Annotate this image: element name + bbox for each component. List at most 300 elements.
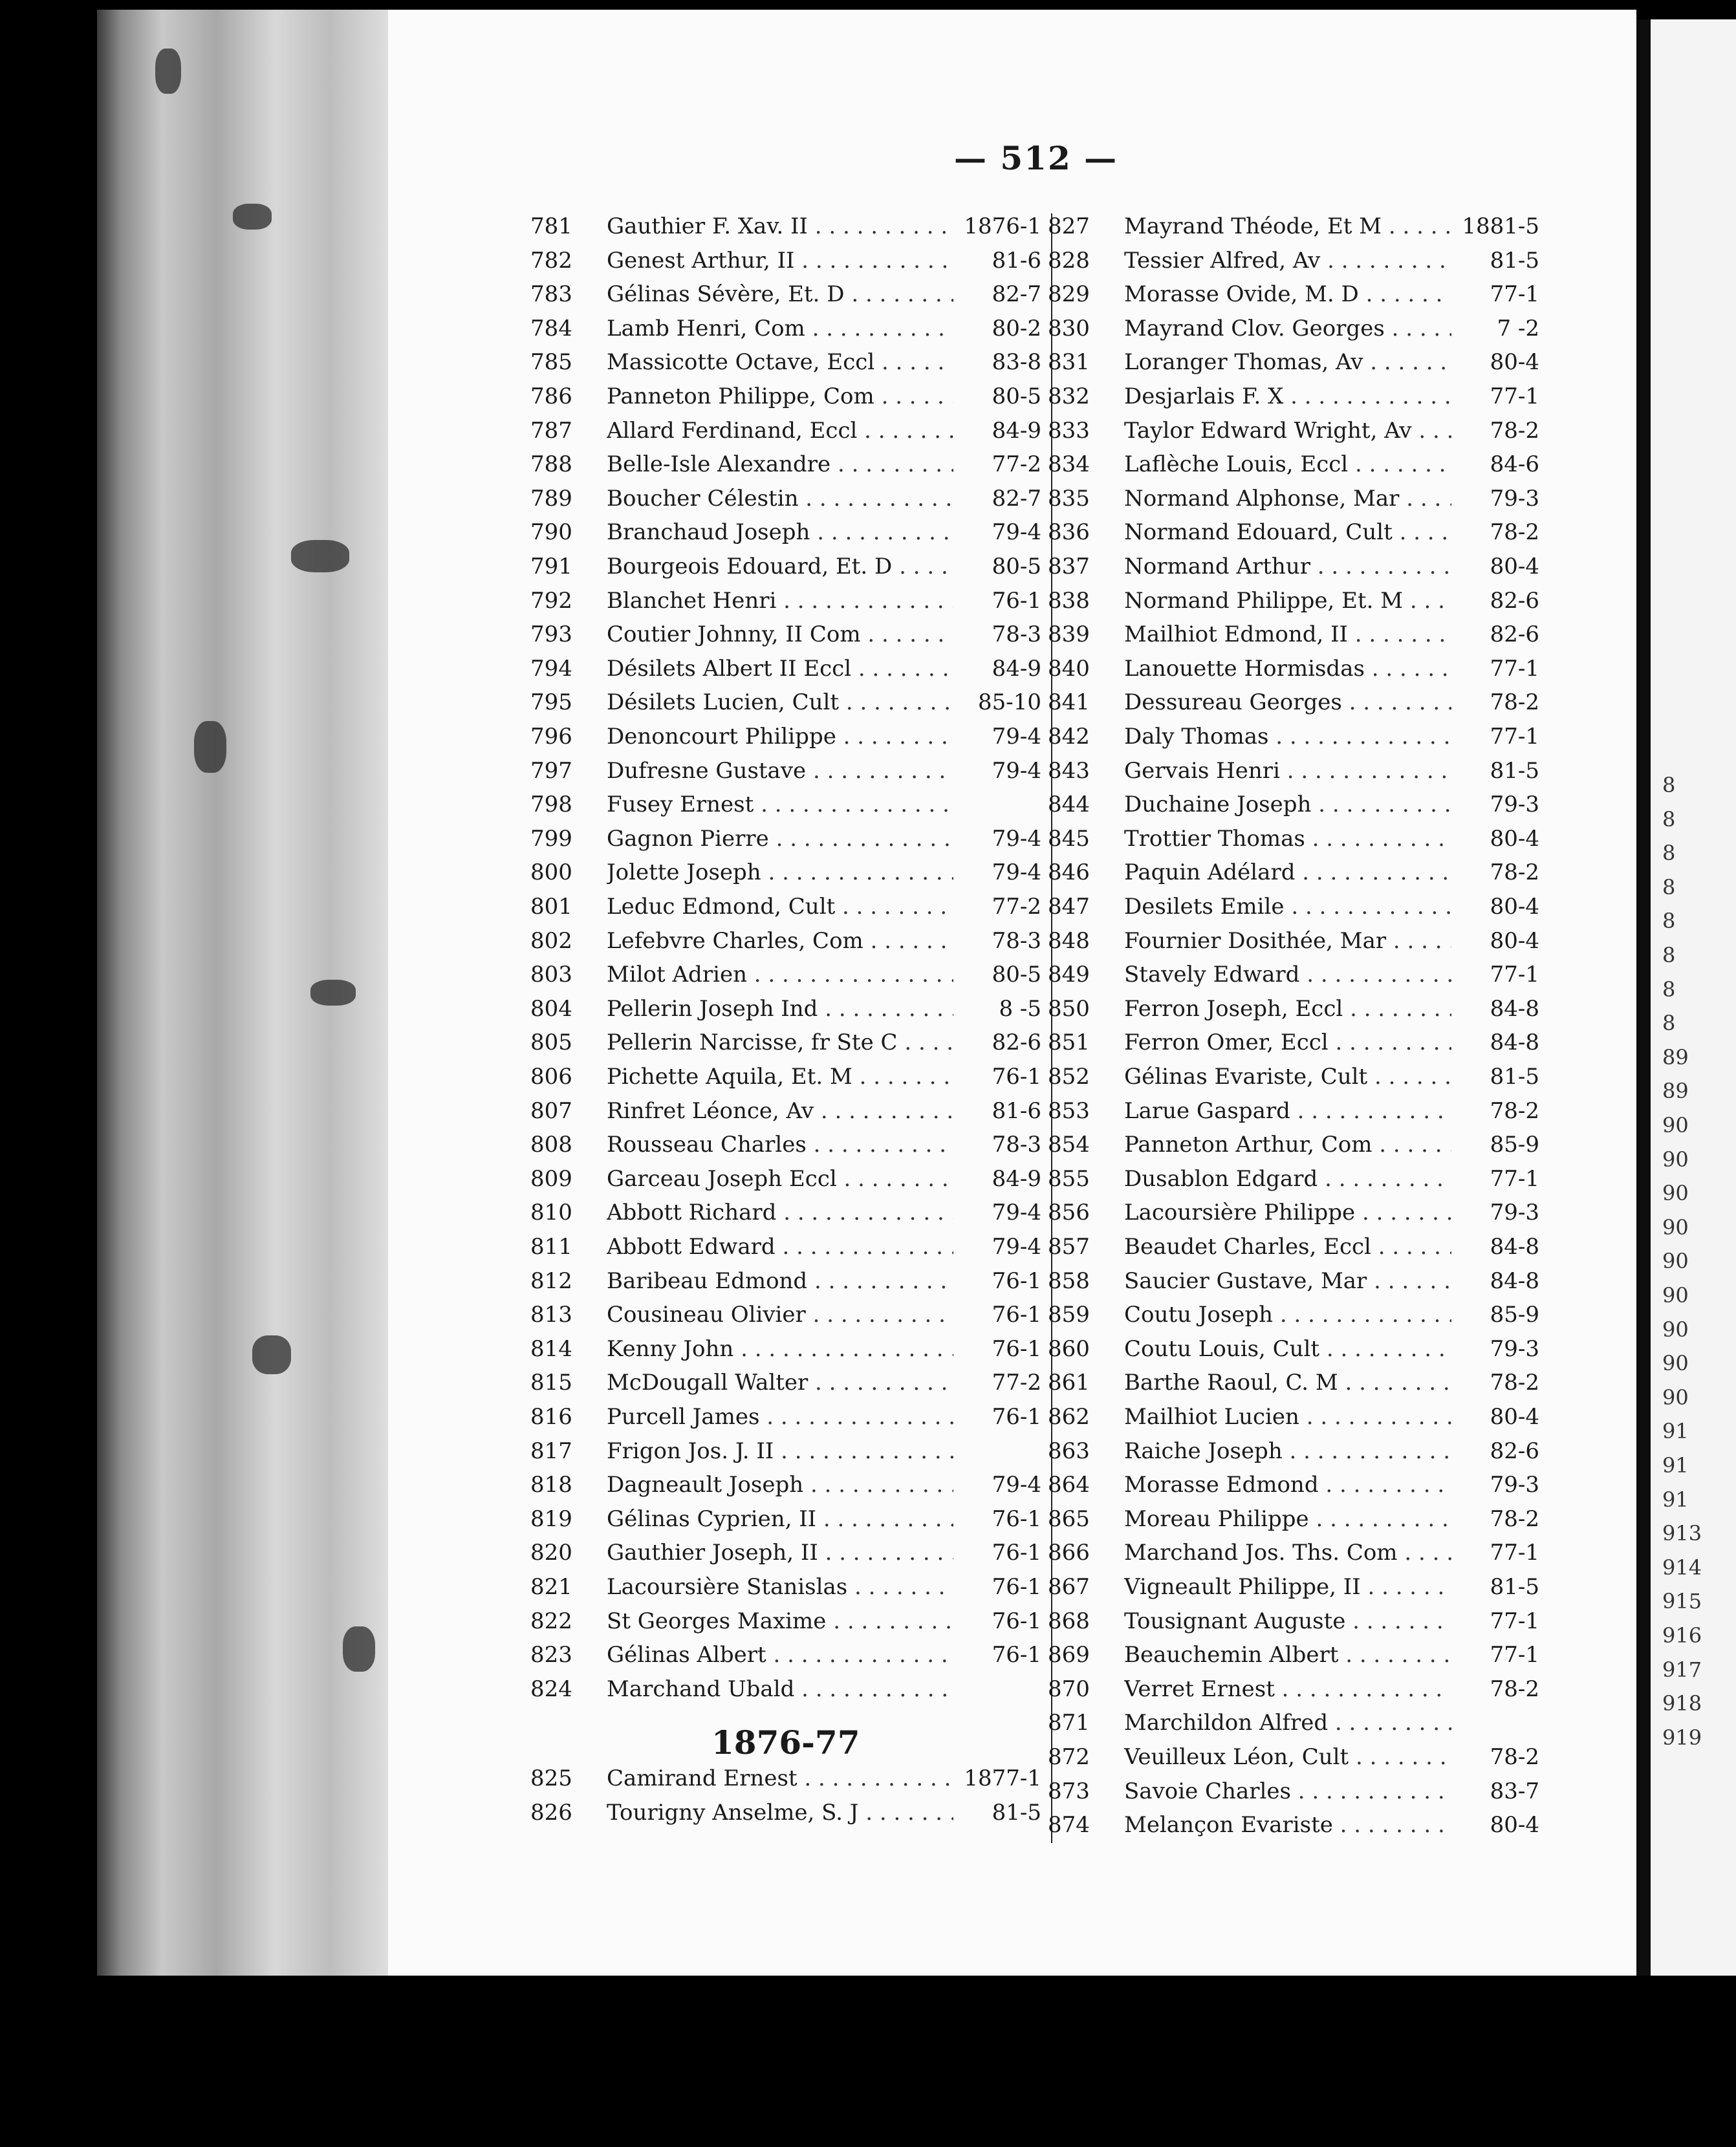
- list-item: [530, 724, 1041, 755]
- entry-number: 856: [1048, 1200, 1090, 1226]
- facing-page-fragment: 8: [1662, 976, 1676, 1002]
- list-item: [1048, 1098, 1539, 1129]
- facing-page-fragment: 915: [1662, 1589, 1702, 1614]
- entry-number: 801: [530, 894, 572, 920]
- entry-year: 76-1: [953, 1064, 1041, 1090]
- facing-page-fragment: 8: [1662, 841, 1676, 866]
- list-item: [530, 1064, 1041, 1095]
- list-item: [1048, 383, 1539, 415]
- entry-number: 791: [530, 554, 572, 579]
- list-item: [1048, 486, 1539, 517]
- entry-number: 795: [530, 689, 572, 716]
- entry-year: 84-6: [1451, 451, 1539, 477]
- entry-year: 77-2: [953, 1370, 1041, 1396]
- entry-year: 78-3: [953, 621, 1041, 647]
- facing-page-fragment: 90: [1662, 1385, 1689, 1410]
- list-item: [530, 894, 1041, 925]
- entry-number: 802: [530, 927, 572, 954]
- entry-year: 77-1: [1451, 1642, 1539, 1668]
- entry-name: Beauchemin Albert . . .: [1124, 1642, 1451, 1668]
- entry-number: 842: [1048, 724, 1090, 750]
- list-item: [1048, 859, 1539, 890]
- entry-number: 844: [1048, 792, 1090, 818]
- facing-page-fragment: 913: [1662, 1521, 1702, 1546]
- entry-name: Branchaud Joseph . . .: [607, 519, 953, 545]
- entry-year: 84-9: [953, 418, 1041, 444]
- entry-year: 80-5: [953, 962, 1041, 987]
- entry-name: Desilets Emile . . .: [1124, 894, 1451, 920]
- entry-name: Désilets Albert II Eccl . . .: [607, 656, 953, 682]
- list-item: [530, 1676, 1041, 1707]
- entry-number: 808: [530, 1132, 572, 1158]
- list-item: [530, 1234, 1041, 1265]
- entry-name: Mailhiot Edmond, II . . .: [1124, 621, 1451, 647]
- entry-year: 77-1: [1451, 1608, 1539, 1634]
- entry-name: Boucher Célestin . . .: [607, 486, 953, 512]
- list-item: [530, 1132, 1041, 1163]
- entry-name: Blanchet Henri . . .: [607, 588, 953, 614]
- list-item: [1048, 588, 1539, 619]
- list-item: [530, 1030, 1041, 1061]
- entry-name: Ferron Joseph, Eccl . . .: [1124, 996, 1451, 1022]
- entry-name: Coutu Louis, Cult . . .: [1124, 1336, 1451, 1362]
- facing-page-fragment: 90: [1662, 1147, 1689, 1172]
- list-item: [1048, 418, 1539, 449]
- entry-number: 866: [1048, 1540, 1090, 1566]
- entry-year: 79-4: [953, 859, 1041, 885]
- facing-page-fragment: 916: [1662, 1623, 1702, 1648]
- entry-year: 84-8: [1451, 996, 1539, 1022]
- entry-year: 79-3: [1451, 1336, 1539, 1362]
- entry-name: Moreau Philippe . . .: [1124, 1506, 1451, 1532]
- entry-name: Desjarlais F. X . . .: [1124, 383, 1451, 409]
- list-item: [530, 758, 1041, 789]
- list-item: [1048, 1370, 1539, 1401]
- list-item: [530, 1370, 1041, 1401]
- entry-year: 78-2: [1451, 418, 1539, 444]
- list-item: [1048, 1404, 1539, 1435]
- entry-number: 799: [530, 825, 572, 852]
- entry-number: 832: [1048, 383, 1090, 409]
- entry-year: 79-3: [1451, 486, 1539, 512]
- list-item: [530, 962, 1041, 993]
- entry-number: 788: [530, 451, 572, 478]
- list-item: [530, 621, 1041, 653]
- entry-number: 873: [1048, 1778, 1090, 1804]
- entry-number: 855: [1048, 1165, 1090, 1192]
- entry-name: Belle-Isle Alexandre . . .: [607, 451, 953, 477]
- entry-number: 836: [1048, 519, 1090, 546]
- entry-year: 79-4: [953, 519, 1041, 545]
- entry-year: 77-2: [953, 451, 1041, 477]
- entry-name: Gélinas Cyprien, II . . .: [607, 1506, 953, 1532]
- list-item: [1048, 1540, 1539, 1571]
- entry-name: Abbott Richard . . .: [607, 1200, 953, 1225]
- entry-name: Normand Arthur . . .: [1124, 554, 1451, 579]
- entry-number: 789: [530, 485, 572, 512]
- entry-number: 859: [1048, 1302, 1090, 1328]
- entry-name: Mailhiot Lucien . . .: [1124, 1404, 1451, 1430]
- list-item: [530, 826, 1041, 857]
- list-item: [530, 1200, 1041, 1231]
- entry-year: 77-1: [1451, 1166, 1539, 1192]
- list-item: [1048, 724, 1539, 755]
- entry-year: 76-1: [953, 1608, 1041, 1634]
- entry-name: Mayrand Clov. Georges . . .: [1124, 316, 1451, 341]
- entry-number: 851: [1048, 1030, 1090, 1056]
- entry-number: 815: [530, 1370, 572, 1396]
- facing-page-fragment: 90: [1662, 1283, 1689, 1308]
- entry-number: 821: [530, 1574, 572, 1600]
- list-item: [1048, 792, 1539, 823]
- entry-name: Normand Philippe, Et. M . . .: [1124, 588, 1451, 614]
- entry-name: Marchand Jos. Ths. Com . . .: [1124, 1540, 1451, 1566]
- entry-number: 850: [1048, 995, 1090, 1022]
- facing-page-fragment: 90: [1662, 1317, 1689, 1342]
- entry-number: 798: [530, 792, 572, 818]
- entry-name: Raiche Joseph . . .: [1124, 1438, 1451, 1464]
- entry-year: 78-2: [1451, 859, 1539, 885]
- entry-name: Garceau Joseph Eccl . . .: [607, 1166, 953, 1192]
- entry-year: 80-5: [953, 383, 1041, 409]
- entry-year: 85-9: [1451, 1132, 1539, 1158]
- entry-name: St Georges Maxime . . .: [607, 1608, 953, 1634]
- list-item: [530, 349, 1041, 380]
- entry-year: 78-3: [953, 928, 1041, 954]
- entry-year: 81-6: [953, 248, 1041, 274]
- entry-number: 834: [1048, 451, 1090, 478]
- entry-name: Bourgeois Edouard, Et. D . . .: [607, 554, 953, 579]
- entry-year: 82-6: [1451, 621, 1539, 647]
- facing-page-fragment: 914: [1662, 1555, 1702, 1580]
- entry-name: Lefebvre Charles, Com . . .: [607, 928, 953, 954]
- entry-year: 85-10: [953, 689, 1041, 715]
- entry-name: Tessier Alfred, Av . . .: [1124, 248, 1451, 274]
- entry-number: 847: [1048, 894, 1090, 920]
- entry-name: Massicotte Octave, Eccl . . .: [607, 349, 953, 375]
- entry-name: Genest Arthur, II . . .: [607, 248, 953, 274]
- list-item: [530, 554, 1041, 585]
- entry-name: Allard Ferdinand, Eccl . . .: [607, 418, 953, 444]
- book-page-edge: [97, 10, 395, 1976]
- entry-year: 77-1: [1451, 656, 1539, 682]
- entry-number: 783: [530, 281, 572, 308]
- entry-number: 818: [530, 1472, 572, 1498]
- facing-page-fragment: 919: [1662, 1725, 1702, 1750]
- entry-number: 843: [1048, 757, 1090, 784]
- entry-name: Rousseau Charles . . .: [607, 1132, 953, 1158]
- entry-number: 833: [1048, 417, 1090, 444]
- entry-number: 846: [1048, 859, 1090, 886]
- list-item: [1048, 1472, 1539, 1503]
- list-item: [1048, 1030, 1539, 1061]
- list-item: [530, 588, 1041, 619]
- facing-page-fragment: 89: [1662, 1044, 1689, 1070]
- facing-page-fragment: 8: [1662, 874, 1676, 900]
- list-item: [1048, 1574, 1539, 1605]
- entry-number: 803: [530, 962, 572, 988]
- entry-year: 79-3: [1451, 792, 1539, 817]
- entry-year: 76-1: [953, 588, 1041, 614]
- entry-name: Laflèche Louis, Eccl . . .: [1124, 451, 1451, 477]
- list-item: [1048, 826, 1539, 857]
- entry-name: Purcell James . . .: [607, 1404, 953, 1430]
- facing-page-fragment: 8: [1662, 909, 1676, 934]
- entry-year: 76-1: [953, 1574, 1041, 1600]
- entry-year: 76-1: [953, 1642, 1041, 1668]
- entry-name: Abbott Edward . . .: [607, 1234, 953, 1260]
- entry-number: 848: [1048, 927, 1090, 954]
- entry-number: 864: [1048, 1472, 1090, 1498]
- entry-name: Dufresne Gustave . . .: [607, 758, 953, 784]
- entry-year: 78-2: [1451, 1506, 1539, 1532]
- entry-name: Dessureau Georges . . .: [1124, 689, 1451, 715]
- list-item: [1048, 1132, 1539, 1163]
- entry-number: 824: [530, 1676, 572, 1702]
- entry-name: Panneton Philippe, Com . . .: [607, 383, 953, 409]
- entry-number: 861: [1048, 1370, 1090, 1396]
- entry-name: Gauthier F. Xav. II . . .: [607, 213, 953, 239]
- list-item: [1048, 656, 1539, 687]
- list-item: [1048, 1710, 1539, 1741]
- entry-name: Beaudet Charles, Eccl . . .: [1124, 1234, 1451, 1260]
- page-number: — 512 —: [954, 139, 1118, 177]
- entry-name: Gagnon Pierre . . .: [607, 826, 953, 852]
- entry-year: 78-2: [1451, 1744, 1539, 1770]
- entry-year: 77-1: [1451, 281, 1539, 307]
- entry-number: 830: [1048, 315, 1090, 341]
- list-item: [530, 1166, 1041, 1197]
- entry-number: 827: [1048, 213, 1090, 239]
- list-item: [530, 689, 1041, 720]
- entry-number: 831: [1048, 349, 1090, 376]
- facing-page-fragment: 90: [1662, 1181, 1689, 1206]
- entry-number: 817: [530, 1438, 572, 1464]
- entry-year: 79-4: [953, 758, 1041, 784]
- list-item: [1048, 1200, 1539, 1231]
- entry-number: 841: [1048, 689, 1090, 716]
- entry-number: 840: [1048, 655, 1090, 682]
- entry-year: 76-1: [953, 1268, 1041, 1294]
- entry-number: 806: [530, 1064, 572, 1090]
- entry-number: 820: [530, 1540, 572, 1566]
- entry-number: 784: [530, 315, 572, 341]
- entry-name: Lamb Henri, Com . . .: [607, 316, 953, 341]
- entry-year: 79-4: [953, 1234, 1041, 1260]
- list-item: [530, 1574, 1041, 1605]
- entry-year: 79-3: [1451, 1472, 1539, 1498]
- entry-number: 869: [1048, 1642, 1090, 1668]
- list-item: [1048, 1064, 1539, 1095]
- entry-year: 82-7: [953, 486, 1041, 512]
- list-item: [530, 451, 1041, 482]
- facing-page: [1636, 19, 1736, 1976]
- entry-name: Morasse Edmond . . .: [1124, 1472, 1451, 1498]
- entry-year: 80-4: [1451, 894, 1539, 920]
- entry-number: 868: [1048, 1608, 1090, 1634]
- entry-number: 839: [1048, 621, 1090, 648]
- entry-name: Leduc Edmond, Cult . . .: [607, 894, 953, 920]
- entry-year: 79-3: [1451, 1200, 1539, 1225]
- facing-page-fragment: 91: [1662, 1419, 1689, 1444]
- entry-year: 80-4: [1451, 554, 1539, 579]
- list-item: [530, 418, 1041, 449]
- entry-name: Veuilleux Léon, Cult . . .: [1124, 1744, 1451, 1770]
- entry-number: 786: [530, 383, 572, 409]
- facing-page-fragment: 8: [1662, 943, 1676, 967]
- facing-page-fragment: 90: [1662, 1214, 1689, 1240]
- list-item: [1048, 1234, 1539, 1265]
- list-item: [530, 213, 1041, 244]
- entry-number: 858: [1048, 1268, 1090, 1294]
- entry-number: 845: [1048, 825, 1090, 852]
- list-item: [530, 1506, 1041, 1537]
- entry-year: 81-5: [1451, 248, 1539, 274]
- entry-year: 78-2: [1451, 689, 1539, 715]
- entry-number: 829: [1048, 281, 1090, 308]
- entry-year: 83-8: [953, 349, 1041, 375]
- entry-name: Marchildon Alfred . . .: [1124, 1710, 1451, 1736]
- entry-year: 78-2: [1451, 1676, 1539, 1702]
- entry-name: Pichette Aquila, Et. M . . .: [607, 1064, 953, 1090]
- facing-page-fragment: 918: [1662, 1691, 1702, 1716]
- entry-number: 811: [530, 1234, 572, 1260]
- list-item: [1048, 1608, 1539, 1639]
- entry-year: 83-7: [1451, 1778, 1539, 1804]
- entry-name: Dusablon Edgard . . .: [1124, 1166, 1451, 1192]
- entry-number: 810: [530, 1200, 572, 1226]
- entry-year: 84-9: [953, 1166, 1041, 1192]
- list-item: [530, 1540, 1041, 1571]
- entry-name: Gélinas Evariste, Cult . . .: [1124, 1064, 1451, 1090]
- entry-year: 77-1: [1451, 724, 1539, 750]
- entry-name: Dagneault Joseph . . .: [607, 1472, 953, 1498]
- entry-number: 792: [530, 587, 572, 614]
- entry-year: 77-1: [1451, 383, 1539, 409]
- entry-year: 8 -5: [953, 996, 1041, 1022]
- entry-name: Milot Adrien . . .: [607, 962, 953, 987]
- list-item: [530, 1268, 1041, 1299]
- entry-number: 835: [1048, 485, 1090, 512]
- list-item: [530, 928, 1041, 959]
- entry-name: Morasse Ovide, M. D . . .: [1124, 281, 1451, 307]
- entry-number: 870: [1048, 1676, 1090, 1702]
- entry-number: 797: [530, 757, 572, 784]
- entry-year: 80-4: [1451, 1812, 1539, 1838]
- entry-name: Normand Edouard, Cult . . .: [1124, 519, 1451, 545]
- entry-year: 79-4: [953, 826, 1041, 852]
- list-item: [1048, 894, 1539, 925]
- entry-name: Lacoursière Philippe . . .: [1124, 1200, 1451, 1225]
- entry-name: Marchand Ubald . . .: [607, 1676, 953, 1702]
- entry-number: 854: [1048, 1132, 1090, 1158]
- entry-number: 874: [1048, 1812, 1090, 1839]
- list-item: [530, 792, 1041, 823]
- list-item: [530, 1336, 1041, 1367]
- entry-year: 81-5: [953, 1800, 1041, 1826]
- entry-year: 84-8: [1451, 1234, 1539, 1260]
- entry-year: 82-6: [953, 1030, 1041, 1055]
- entry-name: Barthe Raoul, C. M . . .: [1124, 1370, 1451, 1396]
- entry-name: Gervais Henri . . .: [1124, 758, 1451, 784]
- entry-number: 816: [530, 1404, 572, 1430]
- entry-year: 82-6: [1451, 1438, 1539, 1464]
- entry-number: 787: [530, 417, 572, 444]
- entry-number: 857: [1048, 1234, 1090, 1260]
- entry-name: Kenny John . . .: [607, 1336, 953, 1362]
- list-item: [1048, 213, 1539, 244]
- entry-name: Duchaine Joseph . . .: [1124, 792, 1451, 817]
- entry-year: 84-8: [1451, 1030, 1539, 1055]
- entry-year: 82-6: [1451, 588, 1539, 614]
- list-item: [530, 656, 1041, 687]
- list-item: [530, 1404, 1041, 1435]
- entry-name: Gauthier Joseph, II . . .: [607, 1540, 953, 1566]
- entry-number: 809: [530, 1165, 572, 1192]
- entry-year: 79-4: [953, 724, 1041, 750]
- entry-number: 807: [530, 1097, 572, 1124]
- entry-number: 790: [530, 519, 572, 546]
- entry-number: 862: [1048, 1404, 1090, 1430]
- entry-year: 81-5: [1451, 1064, 1539, 1090]
- facing-page-fragment: 90: [1662, 1351, 1689, 1376]
- list-item: [1048, 1268, 1539, 1299]
- entry-name: Baribeau Edmond . . .: [607, 1268, 953, 1294]
- list-item: [1048, 316, 1539, 347]
- entry-number: 805: [530, 1030, 572, 1056]
- entry-number: 826: [530, 1799, 572, 1826]
- entry-number: 782: [530, 247, 572, 274]
- entry-number: 837: [1048, 554, 1090, 579]
- entry-year: 80-5: [953, 554, 1041, 579]
- facing-page-fragment: 8: [1662, 806, 1676, 832]
- list-item: [1048, 962, 1539, 993]
- list-item: [1048, 928, 1539, 959]
- list-item: [1048, 689, 1539, 720]
- entry-year: 76-1: [953, 1404, 1041, 1430]
- facing-page-fragment: 90: [1662, 1113, 1689, 1138]
- entry-name: Stavely Edward . . .: [1124, 962, 1451, 987]
- entry-year: 76-1: [953, 1336, 1041, 1362]
- entry-year: 80-4: [1451, 928, 1539, 954]
- entry-year: 81-5: [1451, 1574, 1539, 1600]
- entry-name: Paquin Adélard . . .: [1124, 859, 1451, 885]
- entry-name: Verret Ernest . . .: [1124, 1676, 1451, 1702]
- entry-name: Frigon Jos. J. II . . .: [607, 1438, 953, 1464]
- entry-name: Pellerin Joseph Ind . . .: [607, 996, 953, 1022]
- entry-number: 867: [1048, 1574, 1090, 1600]
- entry-year: 84-9: [953, 656, 1041, 682]
- entry-year: 81-6: [953, 1098, 1041, 1124]
- facing-page-fragment: 8: [1662, 773, 1676, 797]
- entry-name: Tousignant Auguste . . .: [1124, 1608, 1451, 1634]
- list-item: [530, 519, 1041, 550]
- list-item: [1048, 996, 1539, 1027]
- entry-name: Larue Gaspard . . .: [1124, 1098, 1451, 1124]
- entry-name: Jolette Joseph . . .: [607, 859, 953, 885]
- facing-page-fragment: 89: [1662, 1079, 1689, 1104]
- entry-name: McDougall Walter . . .: [607, 1370, 953, 1396]
- entry-number: 865: [1048, 1505, 1090, 1532]
- entry-name: Daly Thomas . . .: [1124, 724, 1451, 750]
- list-item: [530, 316, 1041, 347]
- list-item: [530, 1608, 1041, 1639]
- facing-page-fragment: 91: [1662, 1453, 1689, 1478]
- entry-name: Normand Alphonse, Mar . . .: [1124, 486, 1451, 512]
- entry-number: 823: [530, 1642, 572, 1668]
- entry-year: 80-4: [1451, 349, 1539, 375]
- entry-year: 82-7: [953, 281, 1041, 307]
